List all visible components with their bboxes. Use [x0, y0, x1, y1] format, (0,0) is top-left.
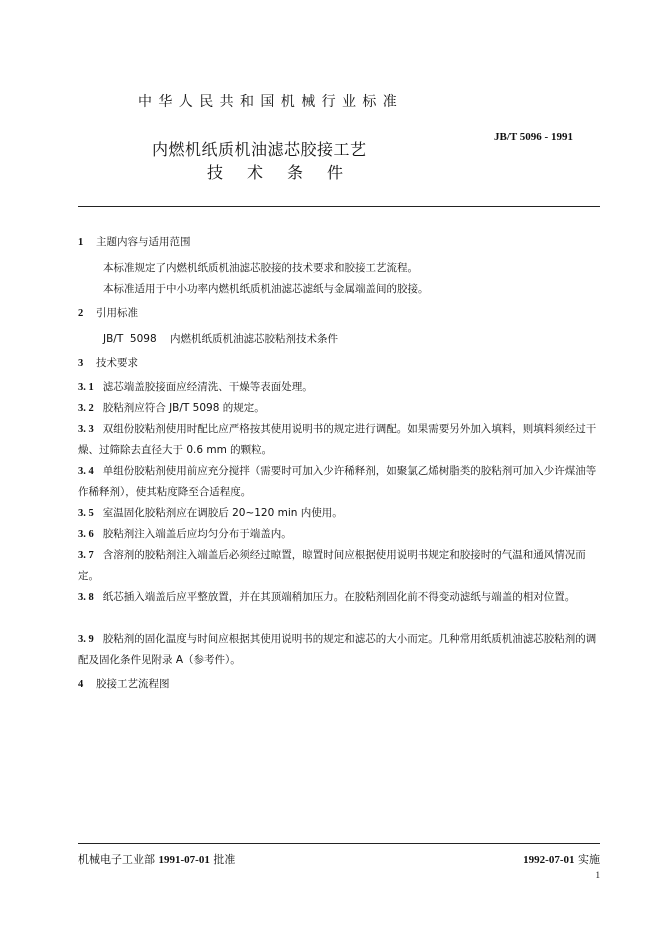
clause-text: 胶粘剂的固化温度与时间应根据其使用说明书的规定和滤芯的大小而定。几种常用纸质机油滤芯胶粘剂的调配及固化条件见附录 A（参考件）。: [78, 633, 597, 666]
section-number: 1: [78, 237, 84, 248]
section-title: 技术要求: [96, 357, 138, 369]
implementation-date: 1992-07-01: [523, 854, 575, 866]
section-title: 引用标准: [96, 307, 138, 319]
issuer: 机械电子工业部: [78, 853, 155, 866]
section-number: 4: [78, 679, 84, 690]
standard-number: JB/T 5096 - 1991: [494, 131, 573, 143]
clause-number: 3. 3: [78, 424, 94, 435]
clause-number: 3. 4: [78, 466, 94, 477]
clause-number: 3. 2: [78, 403, 94, 414]
clause-3-3: [78, 419, 600, 461]
clause-text: 胶粘剂应符合 JB/T 5098 的规定。: [102, 402, 265, 414]
clause-number: 3. 9: [78, 634, 94, 645]
clause-text: 胶粘剂注入端盖后应均匀分布于端盖内。: [102, 528, 292, 540]
clause-number: 3. 6: [78, 529, 94, 540]
implementation-line: [523, 851, 600, 867]
clause-text: 室温固化胶粘剂应在调胶后 20~120 min 内使用。: [102, 507, 343, 519]
approval-line: [78, 851, 235, 867]
paragraph: 本标准规定了内燃机纸质机油滤芯胶接的技术要求和胶接工艺流程。: [103, 262, 418, 274]
section-heading-3: [78, 355, 138, 370]
clause-text: 单组份胶粘剂使用前应充分搅拌（需要时可加入少许稀释剂，如聚氯乙烯树脂类的胶粘剂可加入少许煤油等作稀释剂），使其粘度降至合适程度。: [78, 465, 597, 498]
section-title: 胶接工艺流程图: [96, 678, 170, 690]
clause-text: 含溶剂的胶粘剂注入端盖后必须经过晾置，晾置时间应根据使用说明书规定和胶接时的气温和通风情况而定。: [78, 549, 586, 582]
header-divider: [78, 206, 600, 207]
section-title: 主题内容与适用范围: [96, 236, 191, 248]
document-title-line2: 技术条件: [207, 163, 368, 182]
reference-standard: JB/T 5098 内燃机纸质机油滤芯胶粘剂技术条件: [103, 333, 338, 345]
clause-number: 3. 8: [78, 592, 94, 603]
clause-3-2: [78, 398, 600, 419]
clause-text: 双组份胶粘剂使用时配比应严格按其使用说明书的规定进行调配。如果需要另外加入填料，则填料须经过干燥、过筛除去直径大于 0.6 mm 的颗粒。: [78, 423, 597, 456]
clause-3-7: [78, 545, 600, 587]
clause-number: 3. 1: [78, 382, 94, 393]
clause-text: 纸芯插入端盖后应平整放置，并在其顶端稍加压力。在胶粘剂固化前不得变动滤纸与端盖的相对位置。: [102, 591, 576, 603]
clause-3-1: [78, 377, 600, 398]
clause-number: 3. 7: [78, 550, 94, 561]
section-heading-4: [78, 676, 170, 691]
clause-text: 滤芯端盖胶接面应经清洗、干燥等表面处理。: [102, 381, 313, 393]
page-number: 1: [595, 870, 600, 880]
footer-divider: [78, 843, 600, 844]
clause-3-5: [78, 503, 600, 524]
section-number: 2: [78, 308, 84, 319]
clause-3-4: [78, 461, 600, 503]
issue-label: 批准: [213, 853, 236, 866]
section-number: 3: [78, 358, 84, 369]
clause-number: 3. 5: [78, 508, 94, 519]
document-title-line1: 内燃机纸质机油滤芯胶接工艺: [152, 140, 367, 159]
clause-3-9: [78, 629, 600, 671]
section-heading-1: [78, 234, 191, 249]
issue-date: 1991-07-01: [158, 854, 210, 866]
industry-standard-heading: 中华人民共和国机械行业标准: [138, 94, 404, 110]
section-heading-2: [78, 305, 138, 320]
clause-3-6: [78, 524, 600, 545]
implementation-label: 实施: [578, 853, 600, 866]
paragraph: 本标准适用于中小功率内燃机纸质机油滤芯滤纸与金属端盖间的胶接。: [103, 283, 429, 295]
clause-3-8: [78, 587, 600, 608]
